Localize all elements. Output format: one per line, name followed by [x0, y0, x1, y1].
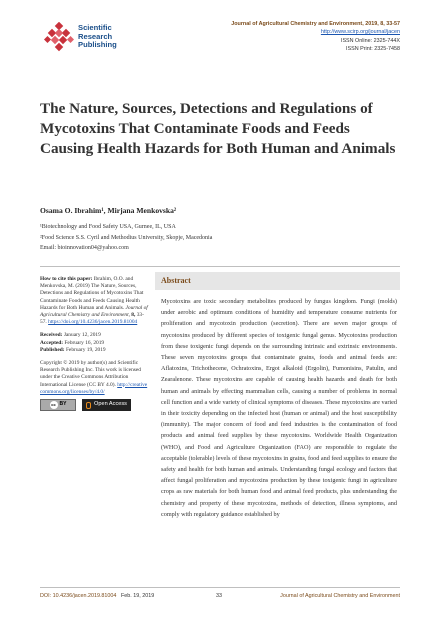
publisher-logo [44, 22, 117, 52]
abstract-text: Mycotoxins are toxic secondary metabolites produced by fungus kingdom. Fungi (molds) under aerobic and optimum conditions of humidity and temperature consume nutrients for proliferation and mycotoxin production (secretion). There are seven major groups of mycotoxins produced by different species of toxigenic fungal genus. Mycotoxins production from these toxigenic fungi depends on the surrounding intrinsic and extrinsic environments. These seven mycotoxins groups that contaminate grains, foods and animal feeds are: Aflatoxins, Trichothecene, Ochratoxins, Ergot alkaloid (Ergolin), Fumonisins, Patulin, and Zearalenone. These mycotoxins are capable of causing health hazards and death for both human and animals by effecting mammalian cells, causing a number of problems in normal cell function and a wide variety of clinical symptoms of diseases. These mycotoxins are varied in their toxicity depending on the infected host (human or animal) and the host susceptibility (immunity). The major concern of food and feed industries is the contamination of food products and animal feed supplies by these mycotoxins. Worldwide Health Organization (WHO), and Food and Agriculture Organization (FAO) are responsible to regulate the acceptable (tolerable) levels of these mycotoxins in grains, food and feed supplies to ensure the safety and health for both human and animals. Understanding fungal ecology and factors that affect fungal proliferation and mycotoxins production by these toxigenic fungi in agriculture crops as raw materials for both human food and animal feed products, plus understanding the chemistry and property of these mycotoxins, methods of detection, illness symptoms, and comply with regulatory guidance established by [161, 298, 397, 518]
cc-by-badge[interactable]: cc BY [40, 399, 76, 411]
page-number: 33 [216, 593, 222, 599]
open-lock-icon [86, 402, 91, 409]
cite-text: Ibrahim, O.O. and Menkovska, M. (2019) The Nature, Sources, Detections and Regulations of Mycotoxins That Contaminate Foods and Feeds Causing Health Hazards for Both Human and Animals. [40, 276, 144, 311]
cite-doi-link[interactable]: https://doi.org/10.4236/jacen.2019.81004 [48, 319, 138, 326]
citation-block [40, 276, 148, 326]
cc-icon: cc [51, 402, 56, 408]
journal-info [231, 20, 400, 54]
dates-block [40, 332, 148, 354]
abstract-header-bar [155, 272, 400, 290]
author-email: Email: bioinnovation04@yahoo.com [40, 245, 129, 251]
cite-volume: 8, [131, 312, 136, 319]
copyright-block [40, 360, 148, 411]
license-link[interactable]: http://creativecommons.org/licenses/by/4.0/ [40, 381, 148, 395]
divider [40, 266, 400, 267]
footer-journal-name: Journal of Agricultural Chemistry and Environment [280, 593, 400, 599]
article-title: The Nature, Sources, Detections and Regulations of Mycotoxins That Contaminate Foods and Feeds Causing Health Hazards for Both Human and Animals [40, 100, 396, 157]
journal-citation: Journal of Agricultural Chemistry and Environment, 2019, 8, 33-57 [231, 21, 400, 27]
issn-print: ISSN Print: 2325-7458 [346, 46, 400, 53]
cite-label: How to cite this paper: [40, 276, 93, 282]
publisher-name: Scientific Research Publishing [78, 23, 117, 50]
author-affiliations [40, 222, 212, 254]
open-access-badge[interactable]: Open Access [82, 399, 131, 411]
cite-pages: 33-57. [40, 312, 144, 326]
footer-divider [40, 587, 400, 588]
received-date: Received: January 12, 2019 [40, 332, 101, 339]
scirp-logo-icon [44, 22, 74, 52]
copyright-text: Copyright © 2019 by author(s) and Scientific Research Publishing Inc. This work is licensed under the Creative Commons Attribution International License (CC BY 4.0). [40, 360, 141, 388]
affiliation-2: ²Food Science S.S. Cyril and Methodius University, Skopje, Macedonia [40, 234, 213, 241]
license-badges [40, 399, 148, 411]
footer-doi: DOI: 10.4236/jacen.2019.81004 Feb. 19, 2019 [40, 593, 155, 599]
published-date: Published: February 19, 2019 [40, 346, 106, 353]
article-sidebar [40, 276, 148, 417]
accepted-date: Accepted: February 16, 2019 [40, 339, 105, 346]
affiliation-1: ¹Biotechnology and Food Safety USA, Gurnee, IL, USA [40, 224, 176, 230]
cite-journal: Journal of Agricultural Chemistry and Environment, [40, 304, 148, 319]
issn-online: ISSN Online: 2325-744X [340, 37, 400, 44]
abstract-heading: Abstract [161, 276, 191, 285]
journal-url-link[interactable]: http://www.scirp.org/journal/jacen [320, 29, 400, 36]
article-authors: Osama O. Ibrahim¹, Mirjana Menkovska² [40, 206, 177, 215]
